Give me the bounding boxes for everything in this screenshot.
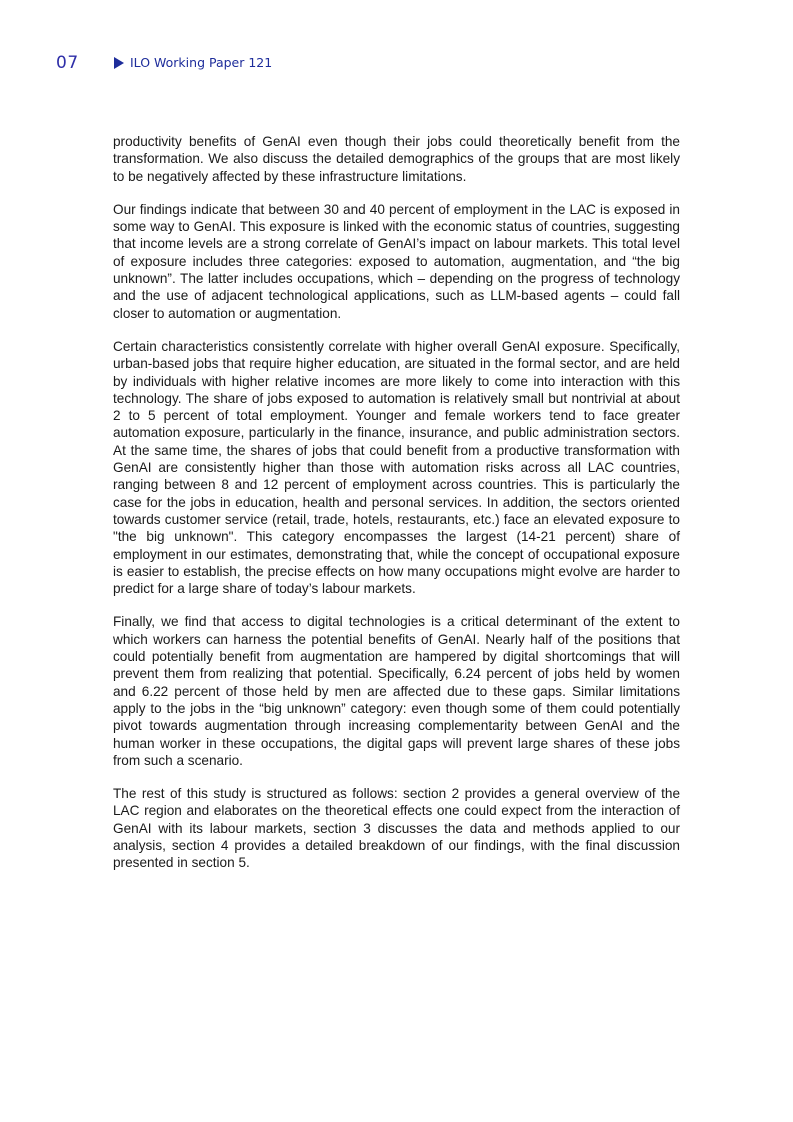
paragraph: The rest of this study is structured as follows: section 2 provides a general overview of the LAC region and elaborates on the theoretical effects one could expect from the interaction of GenAI with its labour markets, section 3 discusses the data and methods applied to our analysis, section 4 provides a detailed breakdown of our findings, with the final discussion presented in section 5.: [113, 786, 680, 871]
paragraph: Our findings indicate that between 30 and 40 percent of employment in the LAC is exposed in some way to GenAI. This exposure is linked with the economic status of countries, suggesting that income levels are a strong correlate of GenAI’s impact on labour markets. This total level of exposure includes three categories: exposed to automation, augmentation, and “the big unknown”. The latter includes occupations, which – depending on the progress of technology and the use of adjacent technological applications, such as LLM-based agents – could fall closer to automation or augmentation.: [113, 201, 680, 321]
page-header: [56, 52, 737, 76]
paragraph: productivity benefits of GenAI even though their jobs could theoretically benefit from the transformation. We also discuss the detailed demographics of the groups that are most likely to be negatively affected by these infrastructure limitations.: [113, 134, 680, 184]
running-title: ILO Working Paper 121: [130, 55, 273, 70]
body-text: [113, 133, 680, 888]
running-head: [114, 55, 272, 70]
triangle-right-icon: [114, 57, 124, 69]
paragraph: Certain characteristics consistently correlate with higher overall GenAI exposure. Specifically, urban-based jobs that require higher education, are situated in the formal sector, and are held by individuals with higher relative incomes are more likely to come into interaction with this technology. The share of jobs exposed to automation is relatively small but nontrivial at about 2 to 5 percent of total employment. Younger and female workers tend to face greater automation exposure, particularly in the finance, insurance, and public administration sectors. At the same time, the shares of jobs that could benefit from a productive transformation with GenAI are consistently higher than those with automation risks across all LAC countries, ranging between 8 and 12 percent of employment across countries. This is particularly the case for the jobs in education, health and personal services. In addition, the sectors oriented towards customer service (retail, trade, hotels, restaurants, etc.) face an elevated exposure to "the big unknown". This category encompasses the largest (14-21 percent) share of employment in our estimates, demonstrating that, while the concept of occupational exposure is easier to establish, the precise effects on how many occupations might evolve are harder to predict for a large share of today’s labour markets.: [113, 338, 680, 597]
page-number: 07: [56, 53, 79, 73]
paragraph: Finally, we find that access to digital technologies is a critical determinant of the extent to which workers can harness the potential benefits of GenAI. Nearly half of the positions that could potentially benefit from augmentation are hampered by digital shortcomings that will prevent them from realizing that potential. Specifically, 6.24 percent of jobs held by women and 6.22 percent of those held by men are affected due to these gaps. Similar limitations apply to the jobs in the “big unknown” category: even though some of them could potentially pivot towards augmentation through increasing complementarity between GenAI and the human worker in these occupations, the digital gaps will prevent large shares of these jobs from such a scenario.: [113, 614, 680, 768]
